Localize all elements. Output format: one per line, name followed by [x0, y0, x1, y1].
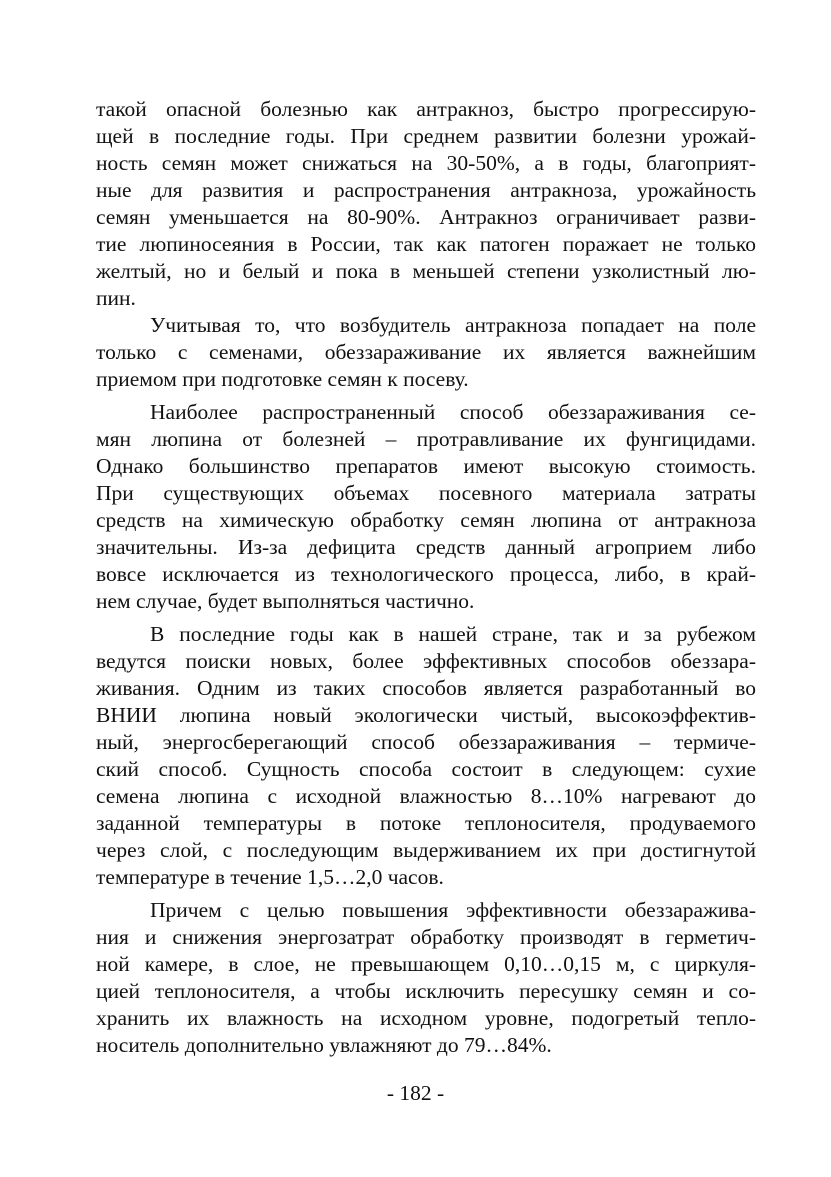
paragraph-4-line-7: семена люпина с исходной влажностью 8…10% нагревают до	[96, 784, 756, 808]
paragraph-1-line-8: пин.	[96, 286, 136, 310]
paragraph-4-line-2: ведутся поиски новых, более эффективных способов обеззара-	[96, 649, 756, 673]
paragraph-1-line-4: ные для развития и распространения антракноза, урожайность	[96, 178, 756, 202]
paragraph-3-line-5: средств на химическую обработку семян люпина от антракноза	[96, 508, 756, 532]
paragraph-5-line-3: ной камере, в слое, не превышающем 0,10…0,15 м, с циркуля-	[96, 952, 756, 976]
paragraph-4-line-8: заданной температуры в потоке теплоносителя, продуваемого	[96, 811, 756, 835]
paragraph-1-line-7: желтый, но и белый и пока в меньшей степени узколистный лю-	[96, 259, 756, 283]
paragraph-3-line-6: значительны. Из-за дефицита средств данный агроприем либо	[96, 535, 756, 559]
paragraph-4-line-9: через слой, с последующим выдерживанием их при достигнутой	[96, 838, 756, 862]
paragraph-5-line-6: носитель дополнительно увлажняют до 79…84%.	[96, 1033, 552, 1057]
paragraph-4-line-10: температуре в течение 1,5…2,0 часов.	[96, 865, 444, 889]
paragraph-5-line-4: цией теплоносителя, а чтобы исключить пересушку семян и со-	[96, 979, 756, 1003]
paragraph-1-line-5: семян уменьшается на 80-90%. Антракноз ограничивает разви-	[96, 205, 756, 229]
paragraph-4-line-6: ский способ. Сущность способа состоит в следующем: сухие	[96, 757, 756, 781]
paragraph-4-line-4: ВНИИ люпина новый экологически чистый, высокоэффектив-	[96, 703, 756, 727]
paragraph-4-line-5: ный, энергосберегающий способ обеззараживания – термиче-	[96, 730, 756, 754]
paragraph-5-line-1: Причем с целью повышения эффективности обеззаражива-	[150, 898, 756, 922]
paragraph-1-line-2: щей в последние годы. При среднем развитии болезни урожай-	[96, 124, 756, 148]
paragraph-2-line-3: приемом при подготовке семян к посеву.	[96, 367, 469, 391]
page-number: - 182 -	[386, 1081, 445, 1105]
paragraph-3-line-2: мян люпина от болезней – протравливание их фунгицидами.	[96, 427, 756, 451]
paragraph-2-line-2: только с семенами, обеззараживание их является важнейшим	[96, 340, 756, 364]
paragraph-3-line-4: При существующих объемах посевного материала затраты	[96, 481, 756, 505]
paragraph-1-line-3: ность семян может снижаться на 30-50%, а в годы, благоприят-	[96, 151, 756, 175]
paragraph-5-line-2: ния и снижения энергозатрат обработку производят в герметич-	[96, 925, 756, 949]
paragraph-5-line-5: хранить их влажность на исходном уровне, подогретый тепло-	[96, 1006, 756, 1030]
paragraph-3-line-3: Однако большинство препаратов имеют высокую стоимость.	[96, 454, 756, 478]
paragraph-1-line-1: такой опасной болезнью как антракноз, быстро прогрессирую-	[96, 97, 756, 121]
paragraph-4-line-1: В последние годы как в нашей стране, так и за рубежом	[150, 622, 756, 646]
paragraph-3-line-7: вовсе исключается из технологического процесса, либо, в край-	[96, 562, 756, 586]
paragraph-3-line-8: нем случае, будет выполняться частично.	[96, 589, 475, 613]
paragraph-3-line-1: Наиболее распространенный способ обеззараживания се-	[150, 400, 756, 424]
paragraph-2-line-1: Учитывая то, что возбудитель антракноза попадает на поле	[150, 313, 756, 337]
paragraph-1-line-6: тие люпиносеяния в России, так как патоген поражает не только	[96, 232, 756, 256]
paragraph-4-line-3: живания. Одним из таких способов является разработанный во	[96, 676, 756, 700]
